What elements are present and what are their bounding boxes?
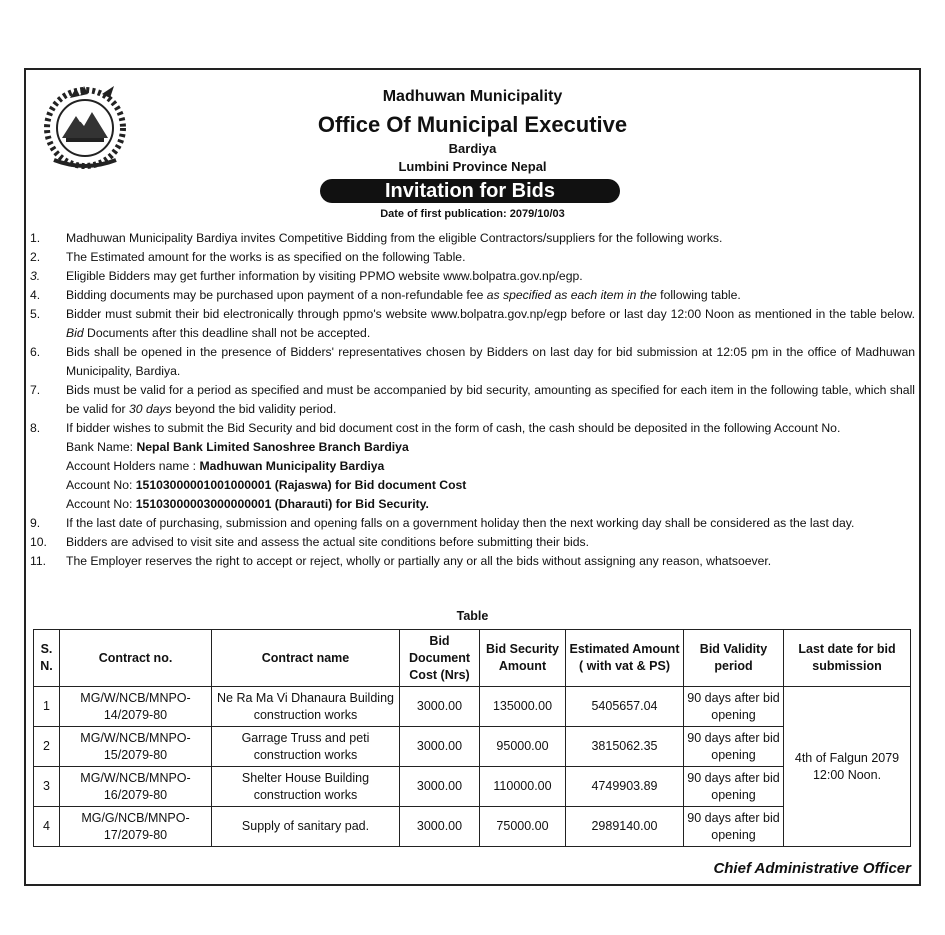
district-name: Bardiya [448, 141, 497, 156]
estimated-cell: 5405657.04 [566, 687, 684, 727]
column-header: Bid Validity period [684, 630, 784, 687]
contract-no-cell: MG/W/NCB/MNPO-14/2079-80 [60, 687, 212, 727]
list-item: 8. If bidder wishes to submit the Bid Security and bid document cost in the form of cash, the cash should be deposited in the following Account No. [30, 421, 841, 435]
validity-cell: 90 days after bid opening [684, 727, 784, 767]
validity-cell: 90 days after bid opening [684, 767, 784, 807]
security-cell: 75000.00 [480, 807, 566, 847]
invitation-banner: Invitation for Bids [320, 179, 620, 203]
table-row [34, 767, 911, 807]
table-header-row [34, 630, 911, 687]
province-name: Lumbini Province Nepal [398, 159, 547, 174]
list-item: 7. Bids must be valid for a period as specified and must be accompanied by bid security, amounting as specified for each item in the following table, which shall be valid for 30 days beyond the bid validity period. [30, 383, 915, 416]
contract-name-cell: Ne Ra Ma Vi Dhanaura Building construction works [212, 687, 400, 727]
table-row [34, 687, 911, 727]
list-item: 2. The Estimated amount for the works is as specified on the following Table. [30, 250, 466, 264]
list-item: 10. Bidders are advised to visit site and assess the actual site conditions before submitting their bids. [30, 535, 589, 549]
account-holder-line: Account Holders name : Madhuwan Municipality Bardiya [66, 459, 385, 473]
estimated-cell: 3815062.35 [566, 727, 684, 767]
column-header: Contract no. [60, 630, 212, 687]
doc-cost-cell: 3000.00 [400, 807, 480, 847]
serial-cell: 3 [34, 767, 60, 807]
doc-cost-cell: 3000.00 [400, 687, 480, 727]
validity-cell: 90 days after bid opening [684, 807, 784, 847]
security-cell: 110000.00 [480, 767, 566, 807]
column-header: Estimated Amount ( with vat & PS) [566, 630, 684, 687]
list-item: 4. Bidding documents may be purchased upon payment of a non-refundable fee as specified as each item in the following table. [30, 288, 741, 302]
publication-date: Date of first publication: 2079/10/03 [380, 208, 565, 220]
table-caption: Table [456, 609, 489, 623]
serial-cell: 2 [34, 727, 60, 767]
security-cell: 135000.00 [480, 687, 566, 727]
contract-name-cell: Supply of sanitary pad. [212, 807, 400, 847]
contract-no-cell: MG/W/NCB/MNPO-15/2079-80 [60, 727, 212, 767]
bids-table [33, 629, 911, 847]
validity-cell: 90 days after bid opening [684, 687, 784, 727]
contract-no-cell: MG/W/NCB/MNPO-16/2079-80 [60, 767, 212, 807]
estimated-cell: 4749903.89 [566, 767, 684, 807]
serial-cell: 4 [34, 807, 60, 847]
table-row [34, 807, 911, 847]
table-row [34, 727, 911, 767]
estimated-cell: 2989140.00 [566, 807, 684, 847]
column-header: Contract name [212, 630, 400, 687]
list-item: 1. Madhuwan Municipality Bardiya invites Competitive Bidding from the eligible Contractors/suppliers for the following works. [30, 231, 723, 245]
bank-name-line: Bank Name: Nepal Bank Limited Sanoshree Branch Bardiya [66, 440, 409, 454]
contract-no-cell: MG/G/NCB/MNPO-17/2079-80 [60, 807, 212, 847]
doc-cost-cell: 3000.00 [400, 767, 480, 807]
list-item: 5. Bidder must submit their bid electronically through ppmo's website www.bolpatra.gov.np/egp before or last day 12:00 Noon as mentioned in the table below. Bid Documents after this deadline shall not be accepted. [30, 307, 915, 340]
last-date-cell: 4th of Falgun 2079 12:00 Noon. [784, 687, 911, 847]
column-header: S. N. [34, 630, 60, 687]
account-number-line: Account No: 15103000001001000001 (Rajaswa) for Bid document Cost [66, 478, 467, 492]
account-number-line: Account No: 15103000003000000001 (Dharauti) for Bid Security. [66, 497, 429, 511]
security-cell: 95000.00 [480, 727, 566, 767]
list-item: 11. The Employer reserves the right to accept or reject, wholly or partially any or all the bids without assigning any reason, whatsoever. [30, 554, 772, 568]
list-item: 6. Bids shall be opened in the presence of Bidders' representatives chosen by Bidders on last day for bid submission at 12:05 pm in the office of Madhuwan Municipality, Bardiya. [30, 345, 915, 378]
contract-name-cell: Garrage Truss and peti construction works [212, 727, 400, 767]
column-header: Last date for bid submission [784, 630, 911, 687]
signature-title: Chief Administrative Officer [713, 860, 911, 877]
municipality-name: Madhuwan Municipality [382, 88, 563, 105]
office-title: Office Of Municipal Executive [317, 112, 628, 137]
list-item: 3. Eligible Bidders may get further information by visiting PPMO website www.bolpatra.gov.np/egp. [30, 269, 583, 283]
column-header: Bid Document Cost (Nrs) [400, 630, 480, 687]
doc-cost-cell: 3000.00 [400, 727, 480, 767]
list-item: 9. If the last date of purchasing, submission and opening falls on a government holiday then the next working day shall be considered as the last day. [30, 516, 855, 530]
serial-cell: 1 [34, 687, 60, 727]
column-header: Bid Security Amount [480, 630, 566, 687]
instructions-list [30, 229, 915, 571]
contract-name-cell: Shelter House Building construction works [212, 767, 400, 807]
